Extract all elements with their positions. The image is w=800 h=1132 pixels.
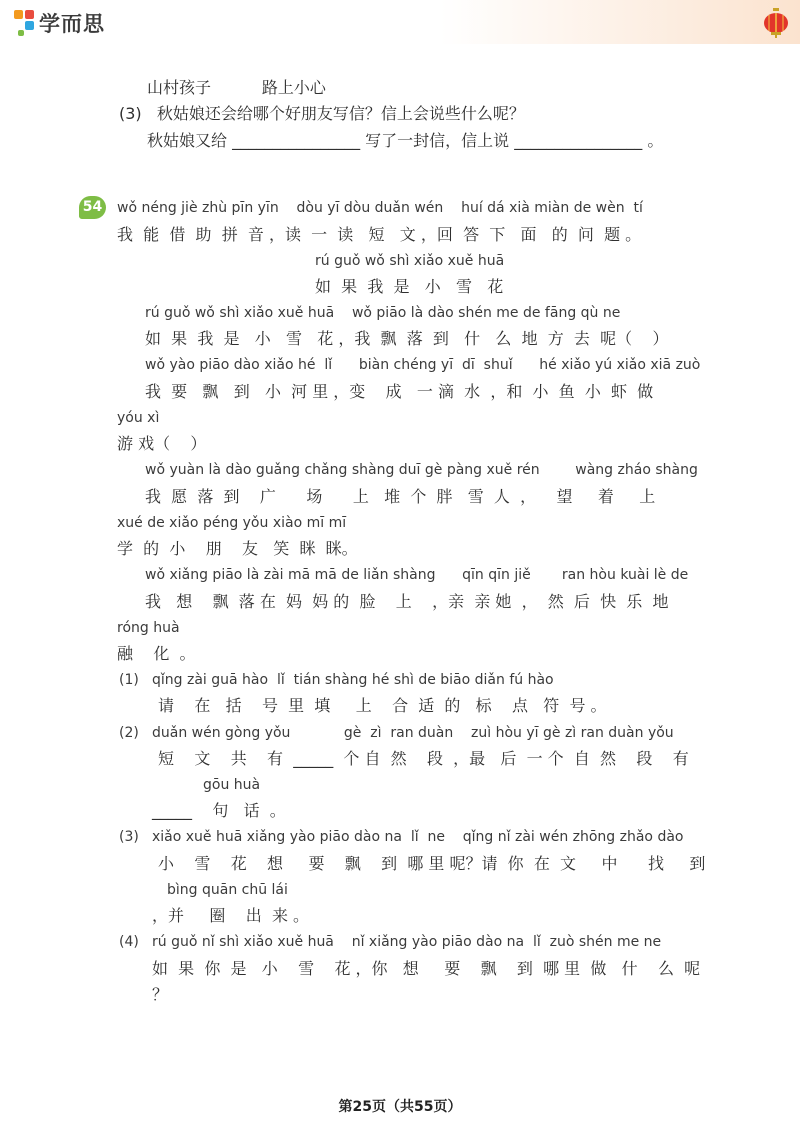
page-number: 第25页（共55页） [338, 1099, 462, 1115]
sub-question-4-pinyin: rú guǒ nǐ shì xiǎo xuě huā nǐ xiǎng yào piāo dào na lǐ zuò shén me ne [152, 934, 662, 950]
hanzi-line: 如 果 我 是 小 雪 花 ，我 飘 落 到 什 么 地 方 去 呢（ ） [145, 329, 669, 348]
sub-question-1-text: 请 在 括 号 里 填 上 合 适 的 标 点 符 号 。 [158, 696, 607, 715]
sub-question-3-pinyin: xiǎo xuě huā xiǎng yào piāo dào na lǐ ne qǐng nǐ zài wén zhōng zhǎo dào [152, 829, 684, 845]
hanzi-line: 融 化 。 [117, 644, 196, 663]
sub-question-4-number: (4) [119, 934, 139, 950]
pinyin-line: wǒ néng jiè zhù pīn yīn dòu yī dòu duǎn wén huí dá xià miàn de wèn tí [117, 200, 643, 216]
sub-question-2-pinyin: duǎn wén gòng yǒu gè zì ran duàn zuì hòu yī gè zì ran duàn yǒu [152, 725, 674, 741]
pinyin-line: rú guǒ wǒ shì xiǎo xuě huā wǒ piāo là dào shén me de fāng qù ne [145, 305, 621, 321]
sub-question-3-pinyin-2: bìng quān chū lái [167, 882, 288, 898]
pinyin-line: yóu xì [117, 410, 160, 426]
pinyin-line: wǒ xiǎng piāo là zài mā mā de liǎn shàng qīn qīn jiě ran hòu kuài lè de [145, 567, 689, 583]
sub-question-3-number: (3) [119, 829, 139, 845]
brand-name: 学而思 [39, 12, 105, 36]
title-pinyin: rú guǒ wǒ shì xiǎo xuě huā [315, 253, 505, 269]
brand-logo [14, 8, 105, 38]
hanzi-line: 我 能 借 助 拼 音 ，读 一 读 短 文 ，回 答 下 面 的 问 题 。 [117, 225, 642, 244]
sub-question-2-text-2: _____ 句 话 。 [152, 801, 286, 820]
question-3-prompt: (3) 秋姑娘还会给哪个好朋友写信？信上会说些什么呢？ [119, 104, 525, 123]
hanzi-line: 我 要 飘 到 小 河 里 ，变 成 一 滴 水 ，和 小 鱼 小 虾 做 [145, 382, 654, 401]
question-3-answer-line: 秋姑娘又给 ________________ 写了一封信，信上说 ________________ 。 [147, 131, 664, 150]
sub-question-3-text-2: ，并 圈 出 来 。 [152, 906, 310, 925]
hanzi-line: 我 想 飘 落 在 妈 妈 的 脸 上 ，亲 亲 她 ， 然 后 快 乐 地 [145, 592, 669, 611]
answer-options-line: 山村孩子 路上小心 [147, 78, 326, 97]
sub-question-4-text: 如 果 你 是 小 雪 花 ，你 想 要 飘 到 哪 里 做 什 么 呢 [152, 959, 701, 978]
pinyin-line: xué de xiǎo péng yǒu xiào mī mī [117, 515, 347, 531]
hanzi-line: 学 的 小 朋 友 笑 眯 眯。 [117, 539, 358, 558]
sub-question-3-text: 小 雪 花 想 要 飘 到 哪 里 呢？请 你 在 文 中 找 到 [158, 854, 706, 873]
hanzi-line: 游 戏（ ） [117, 434, 207, 453]
sub-question-1-pinyin: qǐng zài guā hào lǐ tián shàng hé shì de biāo diǎn fú hào [152, 672, 554, 688]
page-header [0, 0, 800, 44]
pinyin-line: róng huà [117, 620, 180, 636]
question-number-badge: 54 [79, 196, 106, 219]
passage-title: 如 果 我 是 小 雪 花 [315, 277, 504, 296]
sub-question-2-pinyin-2: gōu huà [203, 777, 261, 793]
sub-question-1-number: (1) [119, 672, 139, 688]
hanzi-line: 我 愿 落 到 广 场 上 堆 个 胖 雪 人 ， 望 着 上 [145, 487, 656, 506]
lantern-icon [762, 8, 790, 38]
pinyin-line: wǒ yuàn là dào guǎng chǎng shàng duī gè pàng xuě rén wàng zháo shàng [145, 462, 698, 478]
sub-question-2-number: (2) [119, 725, 139, 741]
sub-question-4-text-2: ？ [152, 985, 169, 1004]
sub-question-2-text: 短 文 共 有 _____ 个 自 然 段 ，最 后 一 个 自 然 段 有 [158, 749, 689, 768]
pinyin-line: wǒ yào piāo dào xiǎo hé lǐ biàn chéng yī dī shuǐ hé xiǎo yú xiǎo xiā zuò [145, 357, 701, 373]
brand-mark-icon [14, 10, 36, 36]
